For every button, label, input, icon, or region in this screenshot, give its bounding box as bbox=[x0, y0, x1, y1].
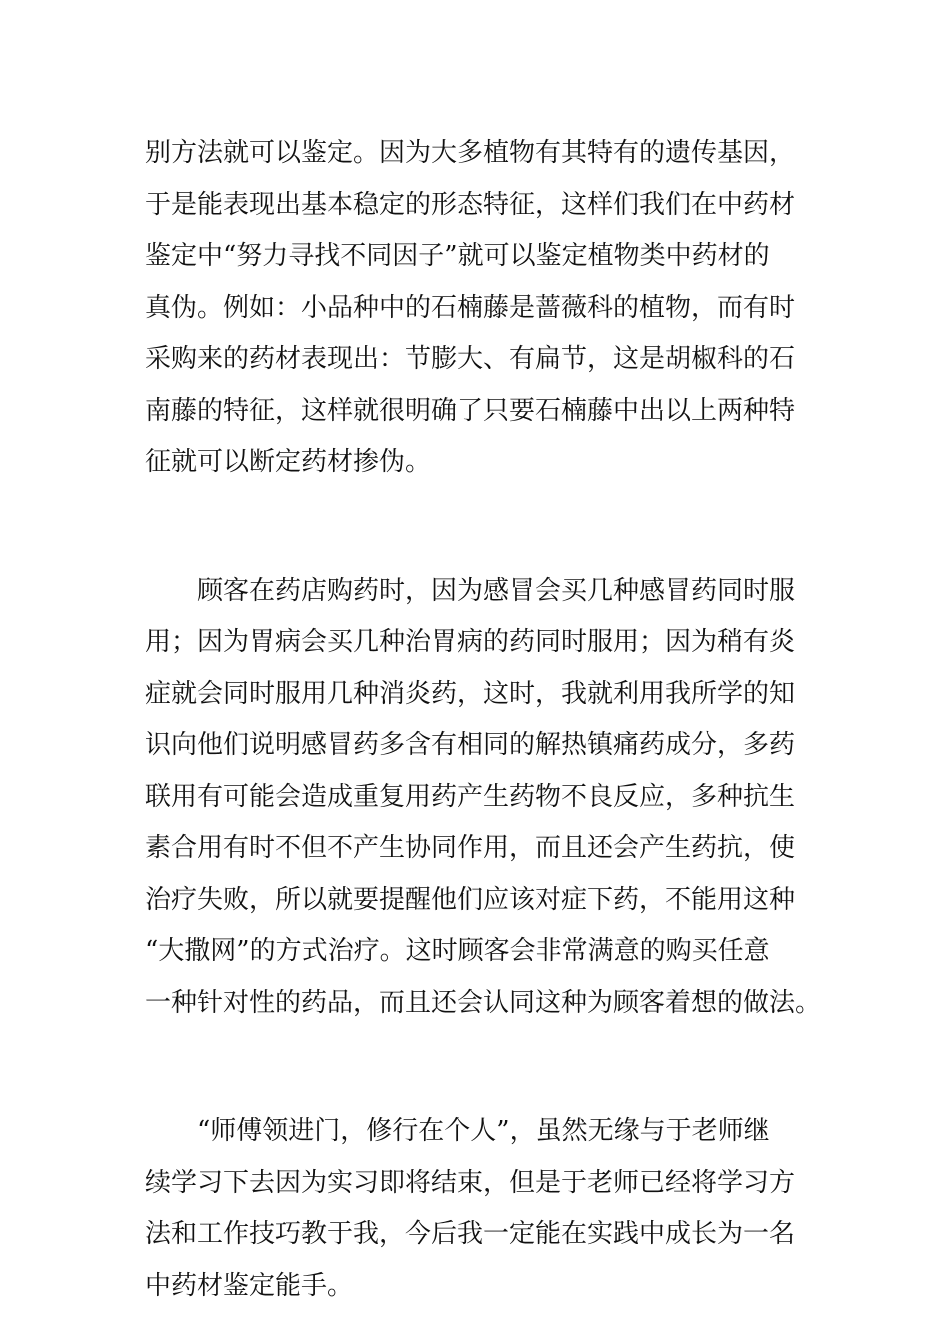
paragraph-3 bbox=[145, 1106, 810, 1312]
text-line: 识向他们说明感冒药多含有相同的解热镇痛药成分，多药 bbox=[145, 730, 796, 760]
paragraph-2 bbox=[145, 566, 822, 1030]
text-line: 鉴定中“努力寻找不同因子”就可以鉴定植物类中药材的 bbox=[145, 241, 770, 271]
text-line: 于是能表现出基本稳定的形态特征，这样们我们在中药材 bbox=[145, 189, 796, 220]
text-line: 症就会同时服用几种消炎药，这时，我就利用我所学的知 bbox=[145, 678, 796, 709]
paragraph-1 bbox=[145, 128, 810, 489]
text-line: 中药材鉴定能手。 bbox=[145, 1270, 354, 1301]
text-line: 征就可以断定药材掺伪。 bbox=[145, 447, 432, 477]
text-line: 别方法就可以鉴定。因为大多植物有其特有的遗传基因， bbox=[145, 138, 796, 168]
text-line: 南藤的特征，这样就很明确了只要石楠藤中出以上两种特 bbox=[145, 395, 796, 426]
text-line: 法和工作技巧教于我，今后我一定能在实践中成长为一名 bbox=[145, 1219, 796, 1249]
paragraph-gap bbox=[145, 489, 810, 566]
text-line: 真伪。例如：小品种中的石楠藤是蔷薇科的植物，而有时 bbox=[145, 292, 796, 323]
paragraph-gap bbox=[145, 1029, 810, 1106]
text-line: 一种针对性的药品，而且还会认同这种为顾客着想的做法。 bbox=[145, 987, 822, 1018]
text-line: 用；因为胃病会买几种治胃病的药同时服用；因为稍有炎 bbox=[145, 627, 796, 657]
text-line: 素合用有时不但不产生协同作用，而且还会产生药抗，使 bbox=[145, 833, 796, 863]
text-line: 顾客在药店购药时，因为感冒会买几种感冒药同时服 bbox=[197, 575, 796, 606]
document-body bbox=[145, 128, 822, 1312]
text-line: “师傅领进门，修行在个人”，虽然无缘与于老师继 bbox=[197, 1116, 770, 1146]
text-line: 采购来的药材表现出：节膨大、有扁节，这是胡椒科的石 bbox=[145, 344, 796, 374]
text-line: 联用有可能会造成重复用药产生药物不良反应，多种抗生 bbox=[145, 781, 796, 812]
text-line: 治疗失败，所以就要提醒他们应该对症下药，不能用这种 bbox=[145, 884, 796, 915]
text-line: 续学习下去因为实习即将结束，但是于老师已经将学习方 bbox=[145, 1167, 796, 1198]
text-line: “大撒网”的方式治疗。这时顾客会非常满意的购买任意 bbox=[145, 936, 770, 966]
